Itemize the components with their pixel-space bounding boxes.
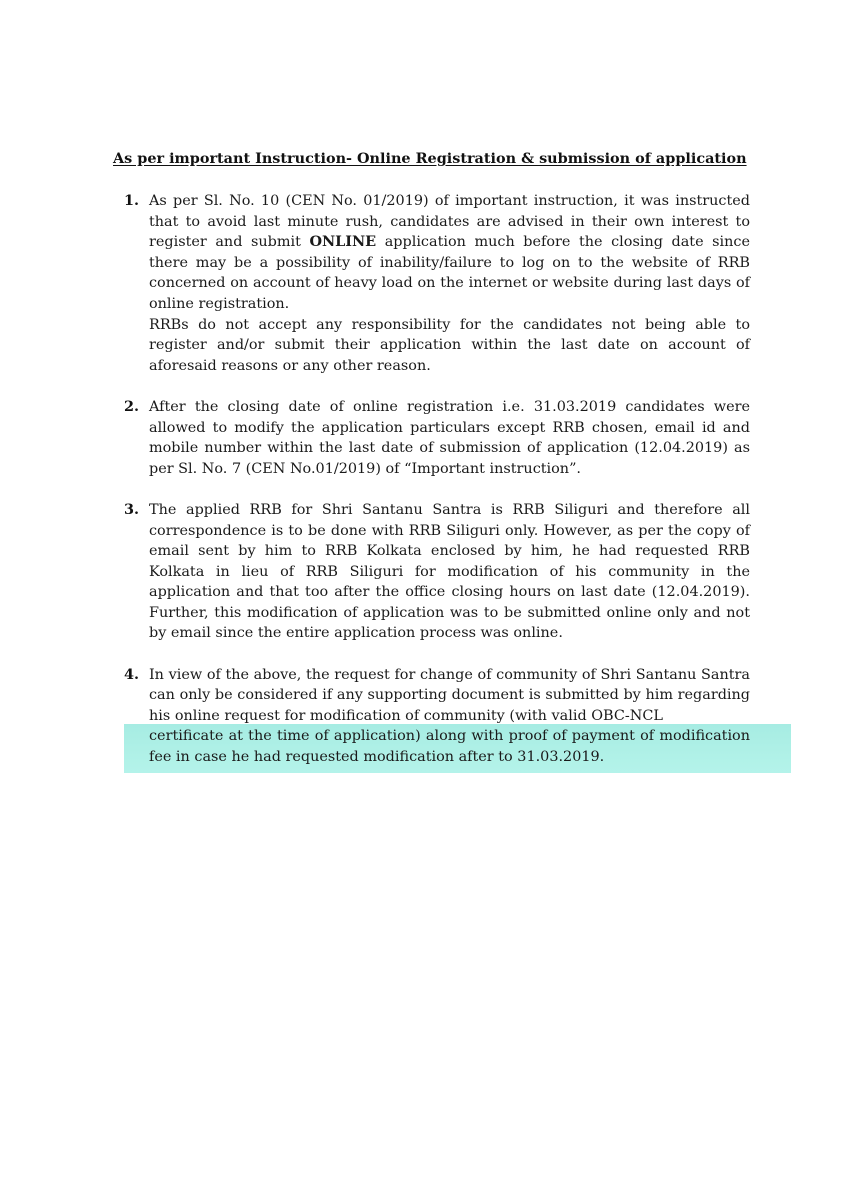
- item-1-paragraph-2: RRBs do not accept any responsibility for the candidates not being able to register and/or submit their application within the last date on account of aforesaid reasons or any other reason.: [149, 316, 750, 374]
- item-1-emphasis-online: ONLINE: [309, 233, 377, 251]
- item-text: [149, 500, 750, 644]
- highlighted-text-block: [149, 726, 750, 767]
- instruction-item-3: [124, 500, 750, 644]
- item-number: 2.: [124, 397, 140, 415]
- item-1-paragraph-1: [149, 191, 750, 315]
- item-text: [149, 191, 750, 376]
- item-text: [149, 397, 750, 479]
- instruction-item-2: [124, 397, 750, 479]
- item-2-paragraph: After the closing date of online registration i.e. 31.03.2019 candidates were allowed to modify the application particulars except RRB chosen, email id and mobile number within the last date of submission of application (12.04.2019) as per Sl. No. 7 (CEN No.01/2019) of “Important instruction”.: [149, 398, 750, 477]
- instruction-item-4: [124, 665, 750, 768]
- instruction-list: [124, 191, 750, 788]
- item-1-text-before: As per Sl. No. 10 (CEN No. 01/2019) of important instruction, it was instructed that to avoid last minute rush, candidates are advised in their own interest to register and submit: [149, 193, 750, 251]
- item-1-text-after: application much before the closing date since there may be a possibility of inability/failure to log on to the website of RRB concerned on account of heavy load on the internet or website during last days of online registration.: [149, 234, 750, 312]
- item-4-highlighted-text: certificate at the time of application) along with proof of payment of modification fee in case he had requested modification after to 31.03.2019.: [149, 728, 750, 766]
- instruction-item-1: [124, 191, 750, 376]
- item-4-paragraph: In view of the above, the request for change of community of Shri Santanu Santra can only be considered if any supporting document is submitted by him regarding his online request for modification of community (with valid OBC-NCL: [149, 666, 750, 724]
- item-3-paragraph: The applied RRB for Shri Santanu Santra is RRB Siliguri and therefore all correspondence is to be done with RRB Siliguri only. However, as per the copy of email sent by him to RRB Kolkata enclosed by him, he had requested RRB Kolkata in lieu of RRB Siliguri for modification of his community in the application and that too after the office closing hours on last date (12.04.2019). Further, this modification of application was to be submitted online only and not by email since the entire application process was online.: [149, 501, 750, 642]
- item-number: 3.: [124, 500, 140, 518]
- item-text: [149, 665, 750, 768]
- item-number: 1.: [124, 192, 140, 209]
- document-title: As per important Instruction- Online Registration & submission of application: [113, 150, 747, 167]
- item-number: 4.: [124, 665, 140, 683]
